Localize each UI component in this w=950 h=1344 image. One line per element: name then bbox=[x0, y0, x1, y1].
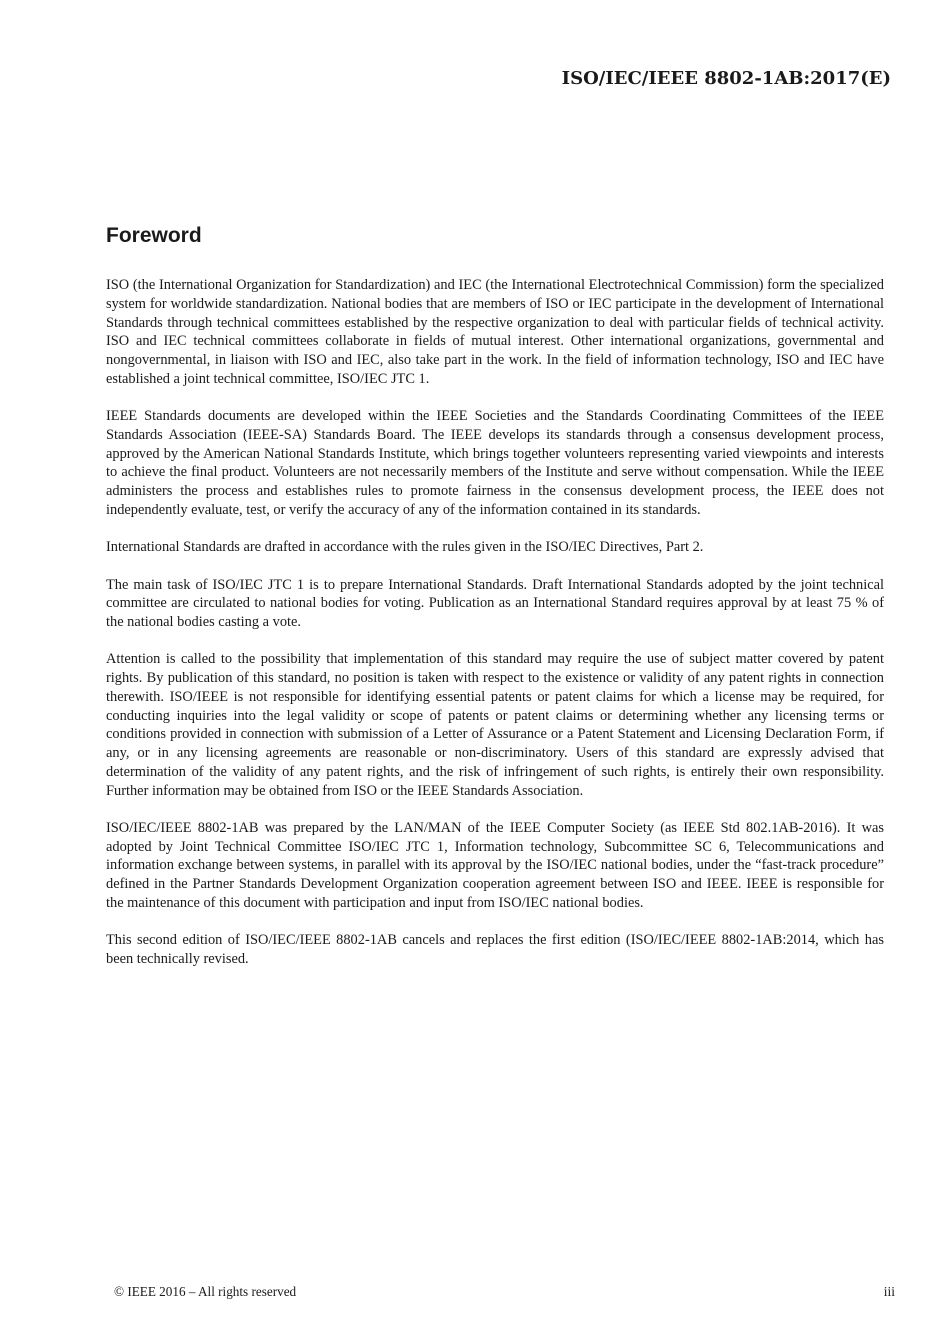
paragraph-edition-note: This second edition of ISO/IEC/IEEE 8802-1AB cancels and replaces the first edition (ISO/IEC/IEEE 8802-1AB:2014, which has been technically revised. bbox=[106, 932, 884, 968]
page-number: iii bbox=[883, 1284, 895, 1299]
paragraph-iso-iec-intro: ISO (the International Organization for Standardization) and IEC (the International Electrotechnical Commission) form the specialized system for worldwide standardization. National bodies that are members of ISO or IEC participate in the development of International Standards through technical committees established by the respective organization to deal with particular fields of technical activity. ISO and IEC technical committees collaborate in fields of mutual interest. Other international organizations, governmental and nongovernmental, in liaison with ISO and IEC, also take part in the work. In the field of information technology, ISO and IEC have established a joint technical committee, ISO/IEC JTC 1. bbox=[106, 277, 884, 387]
document-identifier: ISO/IEC/IEEE 8802-1AB:2017(E) bbox=[561, 68, 891, 89]
paragraph-patent-notice: Attention is called to the possibility that implementation of this standard may require the use of subject matter covered by patent rights. By publication of this standard, no position is taken with respect to the existence or validity of any patent rights in connection therewith. ISO/IEEE is not responsible for identifying essential patents or patent claims for which a license may be required, for conducting inquiries into the legal validity or scope of patents or patent claims or determining whether any licensing terms or conditions provided in connection with submission of a Letter of Assurance or a Patent Statement and Licensing Declaration Form, if any, or in any licensing agreements are reasonable or non-discriminatory. Users of this standard are expressly advised that determination of the validity of any patent rights, and the risk of infringement of such rights, is entirely their own responsibility. Further information may be obtained from ISO or the IEEE Standards Association. bbox=[106, 651, 884, 799]
foreword-body bbox=[106, 276, 884, 987]
paragraph-jtc1-task: The main task of ISO/IEC JTC 1 is to prepare International Standards. Draft International Standards adopted by the joint technical committee are circulated to national bodies for voting. Publication as an International Standard requires approval by at least 75 % of the national bodies casting a vote. bbox=[106, 576, 884, 631]
paragraph-preparation: ISO/IEC/IEEE 8802-1AB was prepared by the LAN/MAN of the IEEE Computer Society (as IEEE Std 802.1AB-2016). It was adopted by Joint Technical Committee ISO/IEC JTC 1, Information technology, Subcommittee SC 6, Telecommunications and information exchange between systems, in parallel with its approval by the ISO/IEC national bodies, under the “fast-track procedure” defined in the Partner Standards Development Organization cooperation agreement between ISO and IEEE. IEEE is responsible for the maintenance of this document with participation and input from ISO/IEC national bodies. bbox=[106, 819, 884, 911]
section-title: Foreword bbox=[106, 224, 202, 247]
paragraph-drafting-rules: International Standards are drafted in accordance with the rules given in the ISO/IEC Directives, Part 2. bbox=[106, 539, 704, 556]
paragraph-ieee-standards: IEEE Standards documents are developed within the IEEE Societies and the Standards Coordinating Committees of the IEEE Standards Association (IEEE-SA) Standards Board. The IEEE develops its standards through a consensus development process, approved by the American National Standards Institute, which brings together volunteers representing varied viewpoints and interests to achieve the final product. Volunteers are not necessarily members of the Institute and serve without compensation. While the IEEE administers the process and establishes rules to promote fairness in the consensus development process, the IEEE does not independently evaluate, test, or verify the accuracy of any of the information contained in its standards. bbox=[106, 408, 884, 518]
footer-copyright: © IEEE 2016 – All rights reserved bbox=[114, 1284, 297, 1299]
